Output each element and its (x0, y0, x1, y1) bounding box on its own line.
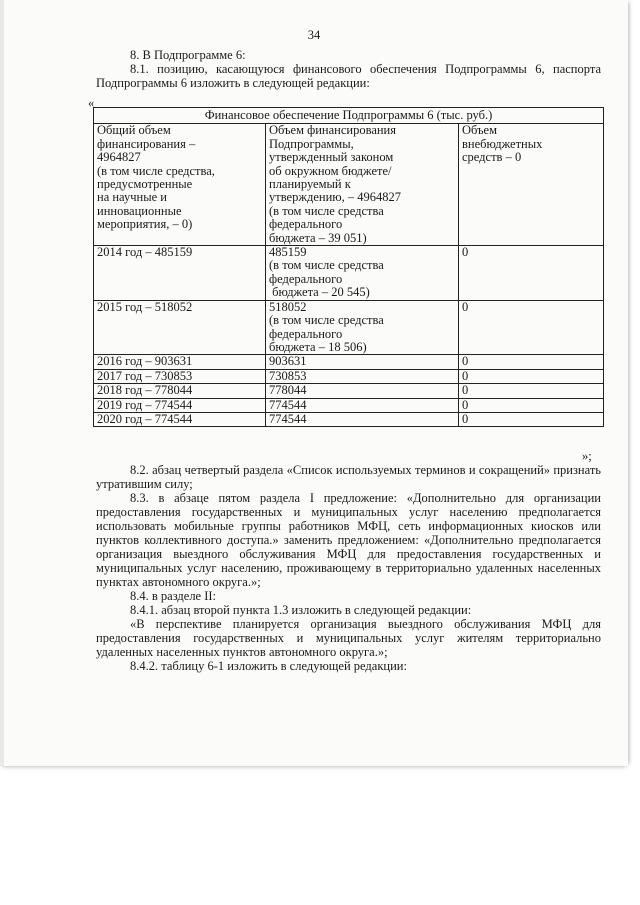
cell-text-line: 0 (462, 383, 469, 398)
cell-amount (266, 300, 459, 355)
cell-amount (266, 384, 459, 398)
cell-text-line: 903631 (269, 354, 307, 369)
cell-text-line: 778044 (269, 383, 307, 398)
cell-year (94, 412, 266, 426)
table-row (94, 300, 604, 355)
cell-text-line: бюджета – 18 506) (269, 339, 367, 354)
cell-year (94, 355, 266, 369)
body-block (96, 463, 601, 673)
cell-extrabudget-volume (459, 124, 604, 246)
cell-text-line: 774544 (269, 397, 307, 412)
cell-text-line: бюджета – 20 545) (269, 285, 370, 300)
cell-text-line: об окружном бюджете/ (269, 163, 392, 178)
cell-text-line: 2017 год – 730853 (97, 368, 193, 383)
cell-text-line: 0 (462, 299, 469, 314)
table-row (94, 355, 604, 369)
cell-year (94, 384, 266, 398)
cell-extra (459, 412, 604, 426)
cell-text-line: (в том числе средства (269, 258, 384, 273)
cell-amount (266, 355, 459, 369)
cell-text-line: 2020 год – 774544 (97, 411, 193, 426)
cell-text-line: Подпрограммы, (269, 136, 354, 151)
cell-text-line: 774544 (269, 411, 307, 426)
scan-edge (0, 0, 4, 766)
table-row (94, 246, 604, 301)
open-quote: « (88, 96, 95, 110)
table-header-row (94, 124, 604, 246)
table-row (94, 384, 604, 398)
paragraph-8-4-2: 8.4.2. таблицу 6-1 изложить в следующей редакции: (130, 659, 407, 673)
page-number: 34 (307, 28, 321, 42)
cell-year (94, 246, 266, 301)
cell-extra (459, 369, 604, 383)
section-heading: 8. В Подпрограмме 6: (130, 48, 246, 62)
cell-extra (459, 384, 604, 398)
cell-amount (266, 412, 459, 426)
table-row (94, 412, 604, 426)
cell-text-line: утвержденный законом (269, 150, 394, 165)
cell-text-line: 0 (462, 368, 469, 383)
cell-text-line: утверждению, – 4964827 (269, 190, 401, 205)
cell-text-line: (в том числе средства (269, 313, 384, 328)
cell-extra (459, 398, 604, 412)
cell-text-line: 2018 год – 778044 (97, 383, 193, 398)
cell-text-line: средств – 0 (462, 150, 522, 165)
cell-year (94, 300, 266, 355)
table-row (94, 398, 604, 412)
cell-text-line: (в том числе средства (269, 203, 384, 218)
cell-budget-volume (266, 124, 459, 246)
cell-text-line: (в том числе средства, (97, 163, 215, 178)
cell-text-line: на научные и (97, 190, 167, 205)
cell-text-line: инновационные (97, 203, 182, 218)
cell-text-line: 2016 год – 903631 (97, 354, 193, 369)
intro-block (96, 48, 601, 90)
cell-text-line: федерального (269, 326, 343, 341)
cell-text-line: внебюджетных (462, 136, 543, 151)
cell-text-line: 730853 (269, 368, 307, 383)
cell-text-line: 0 (462, 411, 469, 426)
cell-year (94, 398, 266, 412)
paragraph-8-1: 8.1. позицию, касающуюся финансового обеспечения Подпрограммы 6, паспорта Подпрограммы 6 изложить в следующей редакции: (96, 62, 601, 90)
cell-text-line: Объем (462, 123, 497, 138)
cell-text-line: 0 (462, 354, 469, 369)
financing-table (93, 107, 604, 427)
cell-text-line: планируемый к (269, 177, 351, 192)
cell-total-volume (94, 124, 266, 246)
cell-amount (266, 369, 459, 383)
cell-text-line: 485159 (269, 245, 307, 260)
cell-text-line: 518052 (269, 299, 307, 314)
paragraph-8-4: 8.4. в разделе II: (130, 589, 217, 603)
cell-extra (459, 300, 604, 355)
table-row (94, 369, 604, 383)
cell-text-line: 0 (462, 245, 469, 260)
cell-text-line: финансирования – (97, 136, 196, 151)
cell-text-line: мероприятия, – 0) (97, 217, 193, 232)
cell-text-line: 2019 год – 774544 (97, 397, 193, 412)
cell-text-line: 0 (462, 397, 469, 412)
cell-text-line: 4964827 (97, 150, 141, 165)
cell-amount (266, 246, 459, 301)
paragraph-8-2: 8.2. абзац четвертый раздела «Список используемых терминов и сокращений» признать утратившим силу; (96, 463, 601, 491)
cell-year (94, 369, 266, 383)
cell-text-line: предусмотренные (97, 177, 193, 192)
cell-extra (459, 246, 604, 301)
cell-text-line: федерального (269, 217, 343, 232)
cell-text-line: 2015 год – 518052 (97, 299, 193, 314)
cell-text-line: Общий объем (97, 123, 171, 138)
cell-extra (459, 355, 604, 369)
paragraph-8-4-1: 8.4.1. абзац второй пункта 1.3 изложить в следующей редакции: (130, 603, 472, 617)
paragraph-8-3: 8.3. в абзаце пятом раздела I предложение: «Дополнительно для организации предоставления государственных и муниципальных услуг населению предполагается использовать мобильные группы работников МФЦ, сеть информационных киосков или пунктов коллективного доступа.» заменить предложением: «Дополнительно предполагается организация выездного обслуживания МФЦ для предоставления государственных и муниципальных услуг населению, проживающему в территориально удаленных населенных пунктах автономного округа.»; (96, 491, 601, 589)
paragraph-8-4-1-quote: «В перспективе планируется организация выездного обслуживания МФЦ для предоставления государственных и муниципальных услуг жителям территориально удаленных населенных пунктов автономного округа.»; (96, 617, 601, 659)
table-title: Финансовое обеспечение Подпрограммы 6 (тыс. руб.) (94, 108, 604, 124)
cell-text-line: бюджета – 39 051) (269, 230, 367, 245)
close-quote: »; (582, 449, 592, 463)
cell-text-line: 2014 год – 485159 (97, 245, 193, 260)
cell-amount (266, 398, 459, 412)
cell-text-line: федерального (269, 271, 343, 286)
cell-text-line: Объем финансирования (269, 123, 396, 138)
